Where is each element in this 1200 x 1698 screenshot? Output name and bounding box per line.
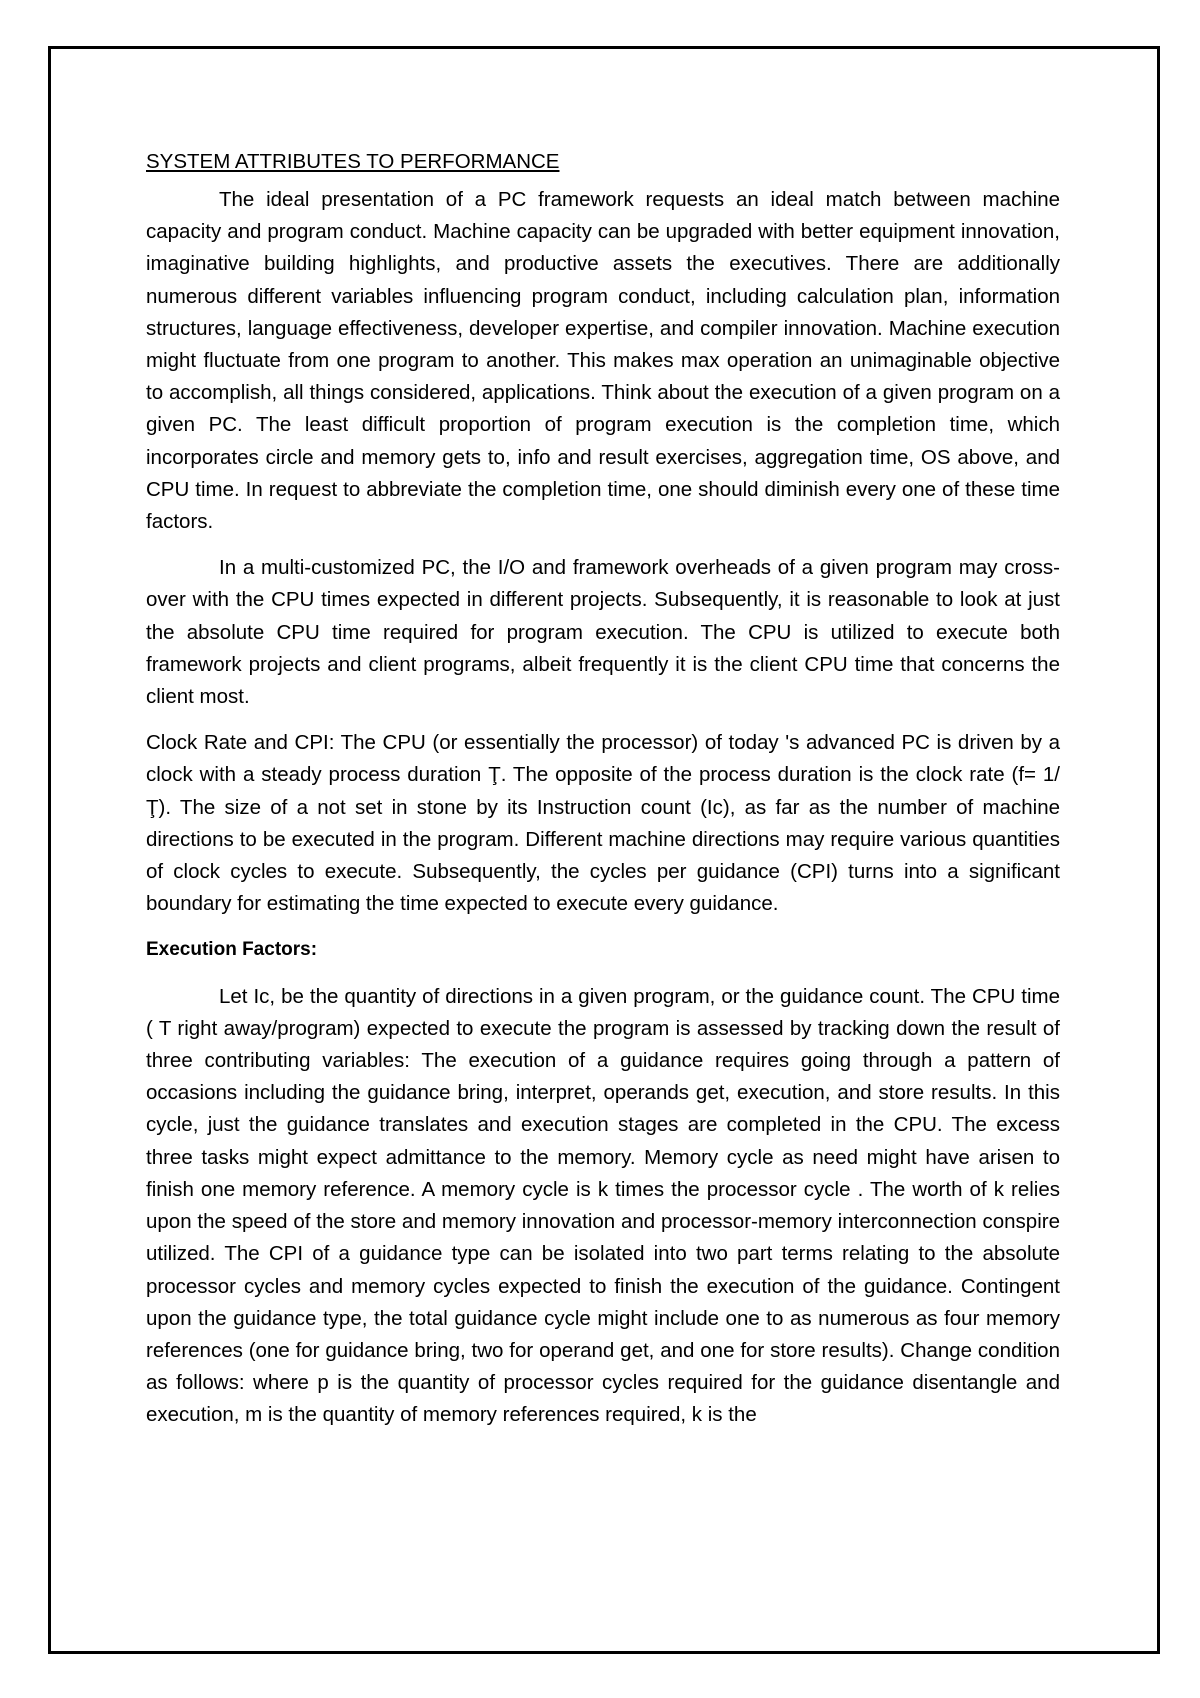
section-heading-execution-factors: Execution Factors: bbox=[146, 939, 318, 961]
paragraph-multiprogramming: In a multi-customized PC, the I/O and framework overheads of a given program may cross-over with the CPU times expected in different projects. Subsequently, it is reasonable to look at just the absolute CPU time required for program execution. The CPU is utilized to execute both framework projects and client programs, albeit frequently it is the client CPU time that concerns the client most. bbox=[146, 556, 1060, 709]
document-title: SYSTEM ATTRIBUTES TO PERFORMANCE bbox=[146, 150, 560, 173]
paragraph-clock-rate-cpi: Clock Rate and CPI: The CPU (or essentially the processor) of today 's advanced PC is driven by a clock with a steady process duration Ţ. The opposite of the process duration is the clock rate (f= 1/Ţ). The size of a not set in stone by its Instruction count (Ic), as far as the number of machine directions to be executed in the program. Different machine directions may require various quantities of clock cycles to execute. Subsequently, the cycles per guidance (CPI) turns into a significant boundary for estimating the time expected to execute every guidance. bbox=[146, 731, 1060, 916]
paragraph-intro: The ideal presentation of a PC framework requests an ideal match between machine capacity and program conduct. Machine capacity can be upgraded with better equipment innovation, imaginative building highlights, and productive assets the executives. There are additionally numerous different variables influencing program conduct, including calculation plan, information structures, language effectiveness, developer expertise, and compiler innovation. Machine execution might fluctuate from one program to another. This makes max operation an unimaginable objective to accomplish, all things considered, applications. Think about the execution of a given program on a given PC. The least difficult proportion of program execution is the completion time, which incorporates circle and memory gets to, info and result exercises, aggregation time, OS above, and CPU time. In request to abbreviate the completion time, one should diminish every one of these time factors. bbox=[146, 188, 1060, 534]
document-body bbox=[146, 146, 1060, 1446]
paragraph-execution-factors: Let Ic, be the quantity of directions in a given program, or the guidance count. The CPU time ( T right away/program) expected to execute the program is assessed by tracking down the result of three contributing variables: The execution of a guidance requires going through a pattern of occasions including the guidance bring, interpret, operands get, execution, and store results. In this cycle, just the guidance translates and execution stages are completed in the CPU. The excess three tasks might expect admittance to the memory. Memory cycle as need might have arisen to finish one memory reference. A memory cycle is k times the processor cycle . The worth of k relies upon the speed of the store and memory innovation and processor-memory interconnection conspire utilized. The CPI of a guidance type can be isolated into two part terms relating to the absolute processor cycles and memory cycles expected to finish the execution of the guidance. Contingent upon the guidance type, the total guidance cycle might include one to as numerous as four memory references (one for guidance bring, two for operand get, and one for store results). Change condition as follows: where p is the quantity of processor cycles required for the guidance disentangle and execution, m is the quantity of memory references required, k is the bbox=[146, 984, 1060, 1427]
